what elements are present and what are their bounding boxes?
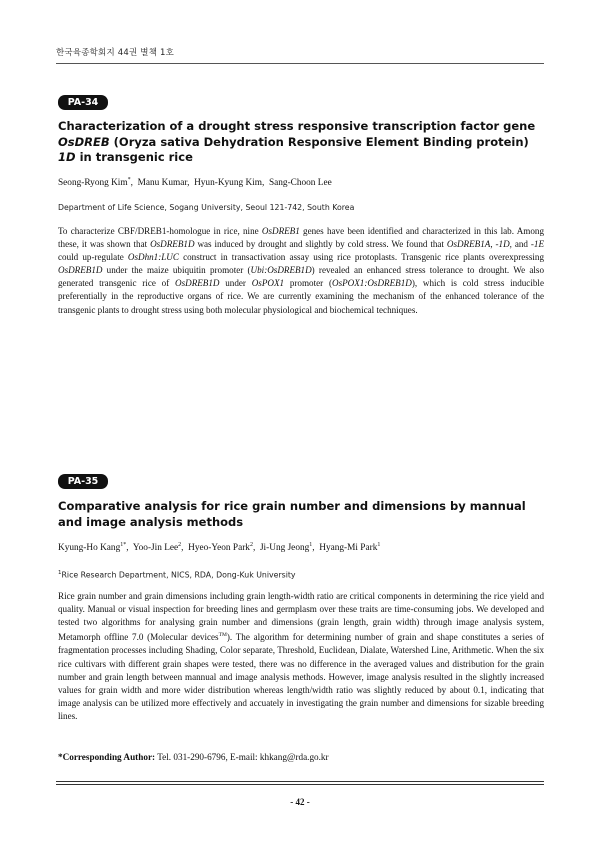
author: Sang-Choon Lee [268, 178, 332, 189]
gene-name: OsPOX1 [251, 278, 285, 289]
author-superscript: 2 [249, 542, 253, 548]
gene-name: OsDREB1 [261, 226, 300, 236]
author-superscript: 1* [120, 542, 127, 548]
title-text: in transgenic rice [75, 150, 193, 164]
abstract-text: construct in transactivation assay using rice protoplasts. Transgenic rice plants overexpressing [178, 252, 544, 263]
title-gene-name: OsDREB [58, 134, 110, 149]
author: Manu Kumar [137, 178, 188, 189]
affiliation: Department of Life Science, Sogang University, Seoul 121-742, South Korea [58, 203, 355, 212]
abstract-text: To characterize CBF/DREB1-homologue in rice, nine [58, 226, 262, 236]
abstract-text: genes have been identified and characterized in this lab. Among these, it was shown that [58, 226, 544, 250]
gene-name: Ubi:OsDREB1D [250, 265, 312, 276]
author-superscript: 1 [377, 542, 381, 548]
running-head: 한국육종학회지 44권 별책 1호 [56, 48, 175, 58]
author-list: Seong-Ryong Kim*, Manu Kumar, Hyun-Kyung Kim, Sang-Choon Lee [58, 177, 332, 189]
page-number: - 42 - [290, 797, 310, 807]
author: Seong-Ryong Kim [58, 178, 128, 189]
author: Hyeo-Yeon Park [188, 543, 250, 554]
abstract-text: promoter ( [284, 278, 332, 289]
gene-name: OsDREB1D [175, 278, 220, 289]
abstract-text: and [511, 239, 531, 250]
gene-name: OsDREB1A, -1D, [446, 239, 512, 250]
corresponding-label: *Corresponding Author: [58, 752, 156, 762]
author: Hyun-Kyung Kim [194, 178, 262, 189]
author: Hyang-Mi Park [319, 543, 378, 554]
affiliation-superscript: 1 [58, 570, 62, 576]
abstract-title: Comparative analysis for rice grain number and dimensions by mannual and image analysis methods [58, 499, 526, 529]
footer-divider [56, 781, 544, 782]
abstract-text: Rice grain number and grain dimensions including grain length-width ratio are critical components in determining the rice yield and quality. Manual or visual inspection for breeding lines and germplasm over these traits are time-consuming jobs. We developed and tested two algorithms for analysing grain number and dimensions (grain length, grain width) through image analysis system, Metamorph offline 7.0 (Molecular devices [58, 591, 544, 643]
author: Kyung-Ho Kang [58, 543, 121, 554]
trademark-superscript: TM [218, 632, 227, 639]
author-superscript: * [127, 177, 131, 183]
affiliation-text: Rice Research Department, NICS, RDA, Dong-Kuk University [61, 570, 296, 580]
abstract-text: could up-regulate [58, 252, 128, 263]
abstract-id-badge: PA-35 [58, 474, 108, 489]
abstract-title [58, 119, 546, 166]
corresponding-author [58, 752, 329, 762]
abstract-text: ) revealed an enhanced stress tolerance to drought. We also generated transgenic rice of [58, 265, 544, 289]
author-list: Kyung-Ho Kang$^{1*}$, Yoo-Jin Lee$^2$, Hyeo-Yeon Park$^2$, Ji-Ung Jeong$^1$, Hyang-Mi Park$^1$ [58, 542, 381, 554]
affiliation [58, 570, 546, 580]
author-superscript: 2 [178, 542, 182, 548]
abstract-text: was induced by drought and slightly by cold stress. We found that [194, 239, 447, 250]
author: Ji-Ung Jeong [259, 543, 310, 554]
abstract-id-badge: PA-34 [58, 95, 108, 110]
title-gene-name: 1D [58, 150, 76, 164]
corresponding-contact: Tel. 031-290-6796, E-mail: khkang@rda.go.kr [155, 752, 329, 762]
gene-name: -1E [530, 239, 545, 250]
abstract-text: under [219, 278, 252, 289]
author: Yoo-Jin Lee [132, 543, 179, 554]
gene-name: OsDhn1:LUC [127, 252, 179, 263]
abstract-text: under the maize ubiquitin promoter ( [102, 265, 251, 276]
abstract-text: ), which is cold stress inducible preferentially in the reproductive organs of rice. We are currently examining the mechanism of the enhanced tolerance of the transgenic plants to drought stress using both molecular physiological and biochemical techniques. [58, 278, 544, 315]
gene-name: OsDREB1D [58, 265, 103, 276]
title-text: Characterization of a drought stress responsive transcription factor gene [58, 119, 536, 133]
gene-name: OsPOX1:OsDREB1D [332, 278, 412, 289]
header-divider [56, 63, 544, 64]
author-superscript: 1 [309, 542, 313, 548]
title-text: (Oryza sativa Dehydration Responsive Element Binding protein) [109, 134, 529, 149]
abstract-body [58, 225, 544, 317]
abstract-body [58, 590, 544, 723]
footer-divider [56, 784, 544, 785]
abstract-text: ). The algorithm for determining number of grain and shape constitutes a series of fragmentation processes including Shading, Color separate, Threshold, Euclidean, Dialate, Watershed Line, Arithmetic. When the six rice cultivars with different grain shapes were tested, there was no difference in the averaged values and distribution for the grain number and grain length between mannual and image analysis methods. However, image analysis resulted in the slightly increased values for grain width and more wider distribution whereas length/width ratio was slightly reduced by about 0.1, indicating that image analysis can be utilized more effectively and accuately in investigating the grain number and dimensions for sizable breeding lines. [58, 632, 544, 721]
gene-name: OsDREB1D [150, 239, 195, 250]
